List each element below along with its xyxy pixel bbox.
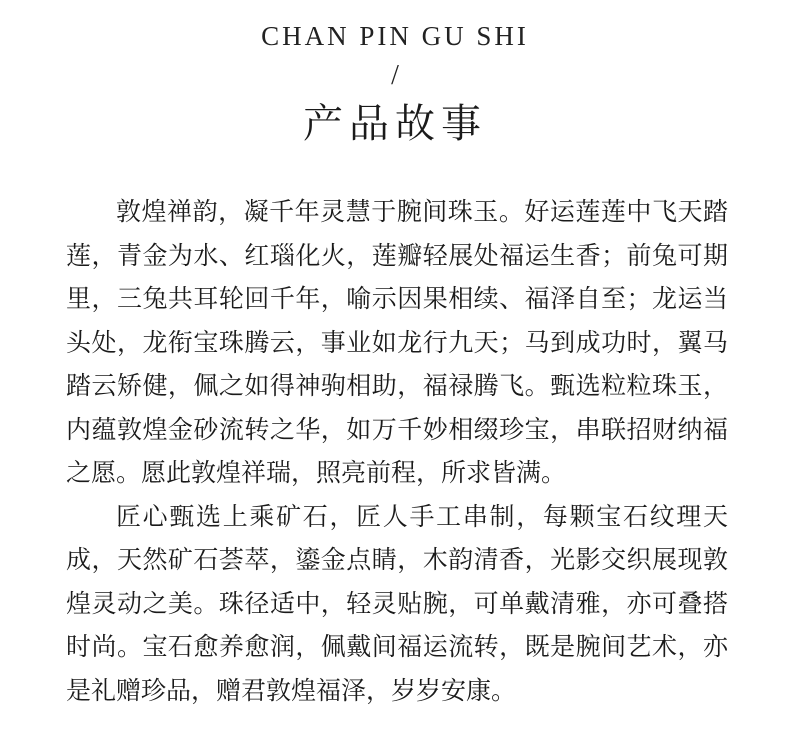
page-title: 产品故事 xyxy=(303,101,487,147)
slash-divider: / xyxy=(391,60,399,91)
story-paragraph-1: 敦煌禅韵，凝千年灵慧于腕间珠玉。好运莲莲中飞天踏莲，青金为水、红瑙化火，莲瓣轻展处福运生香；前兔可期里，三兔共耳轮回千年，喻示因果相续、福泽自至；龙运当头处，龙衔宝珠腾云，事业如龙行九天；马到成功时，翼马踏云矫健，佩之如得神驹相助，福禄腾飞。甄选粒粒珠玉，内蕴敦煌金砂流转之华，如万千妙相缀珍宝，串联招财纳福之愿。愿此敦煌祥瑞，照亮前程，所求皆满。 xyxy=(66,197,728,487)
story-paragraph-2: 匠心甄选上乘矿石，匠人手工串制，每颗宝石纹理天成，天然矿石荟萃，鎏金点睛，木韵清香，光影交织展现敦煌灵动之美。珠径适中，轻灵贴腕，可单戴清雅，亦可叠搭时尚。宝石愈养愈润，佩戴间福运流转，既是腕间艺术，亦是礼赠珍品，赠君敦煌福泽，岁岁安康。 xyxy=(66,501,728,705)
story-body xyxy=(66,190,728,712)
pinyin-subtitle: CHAN PIN GU SHI xyxy=(261,21,529,51)
